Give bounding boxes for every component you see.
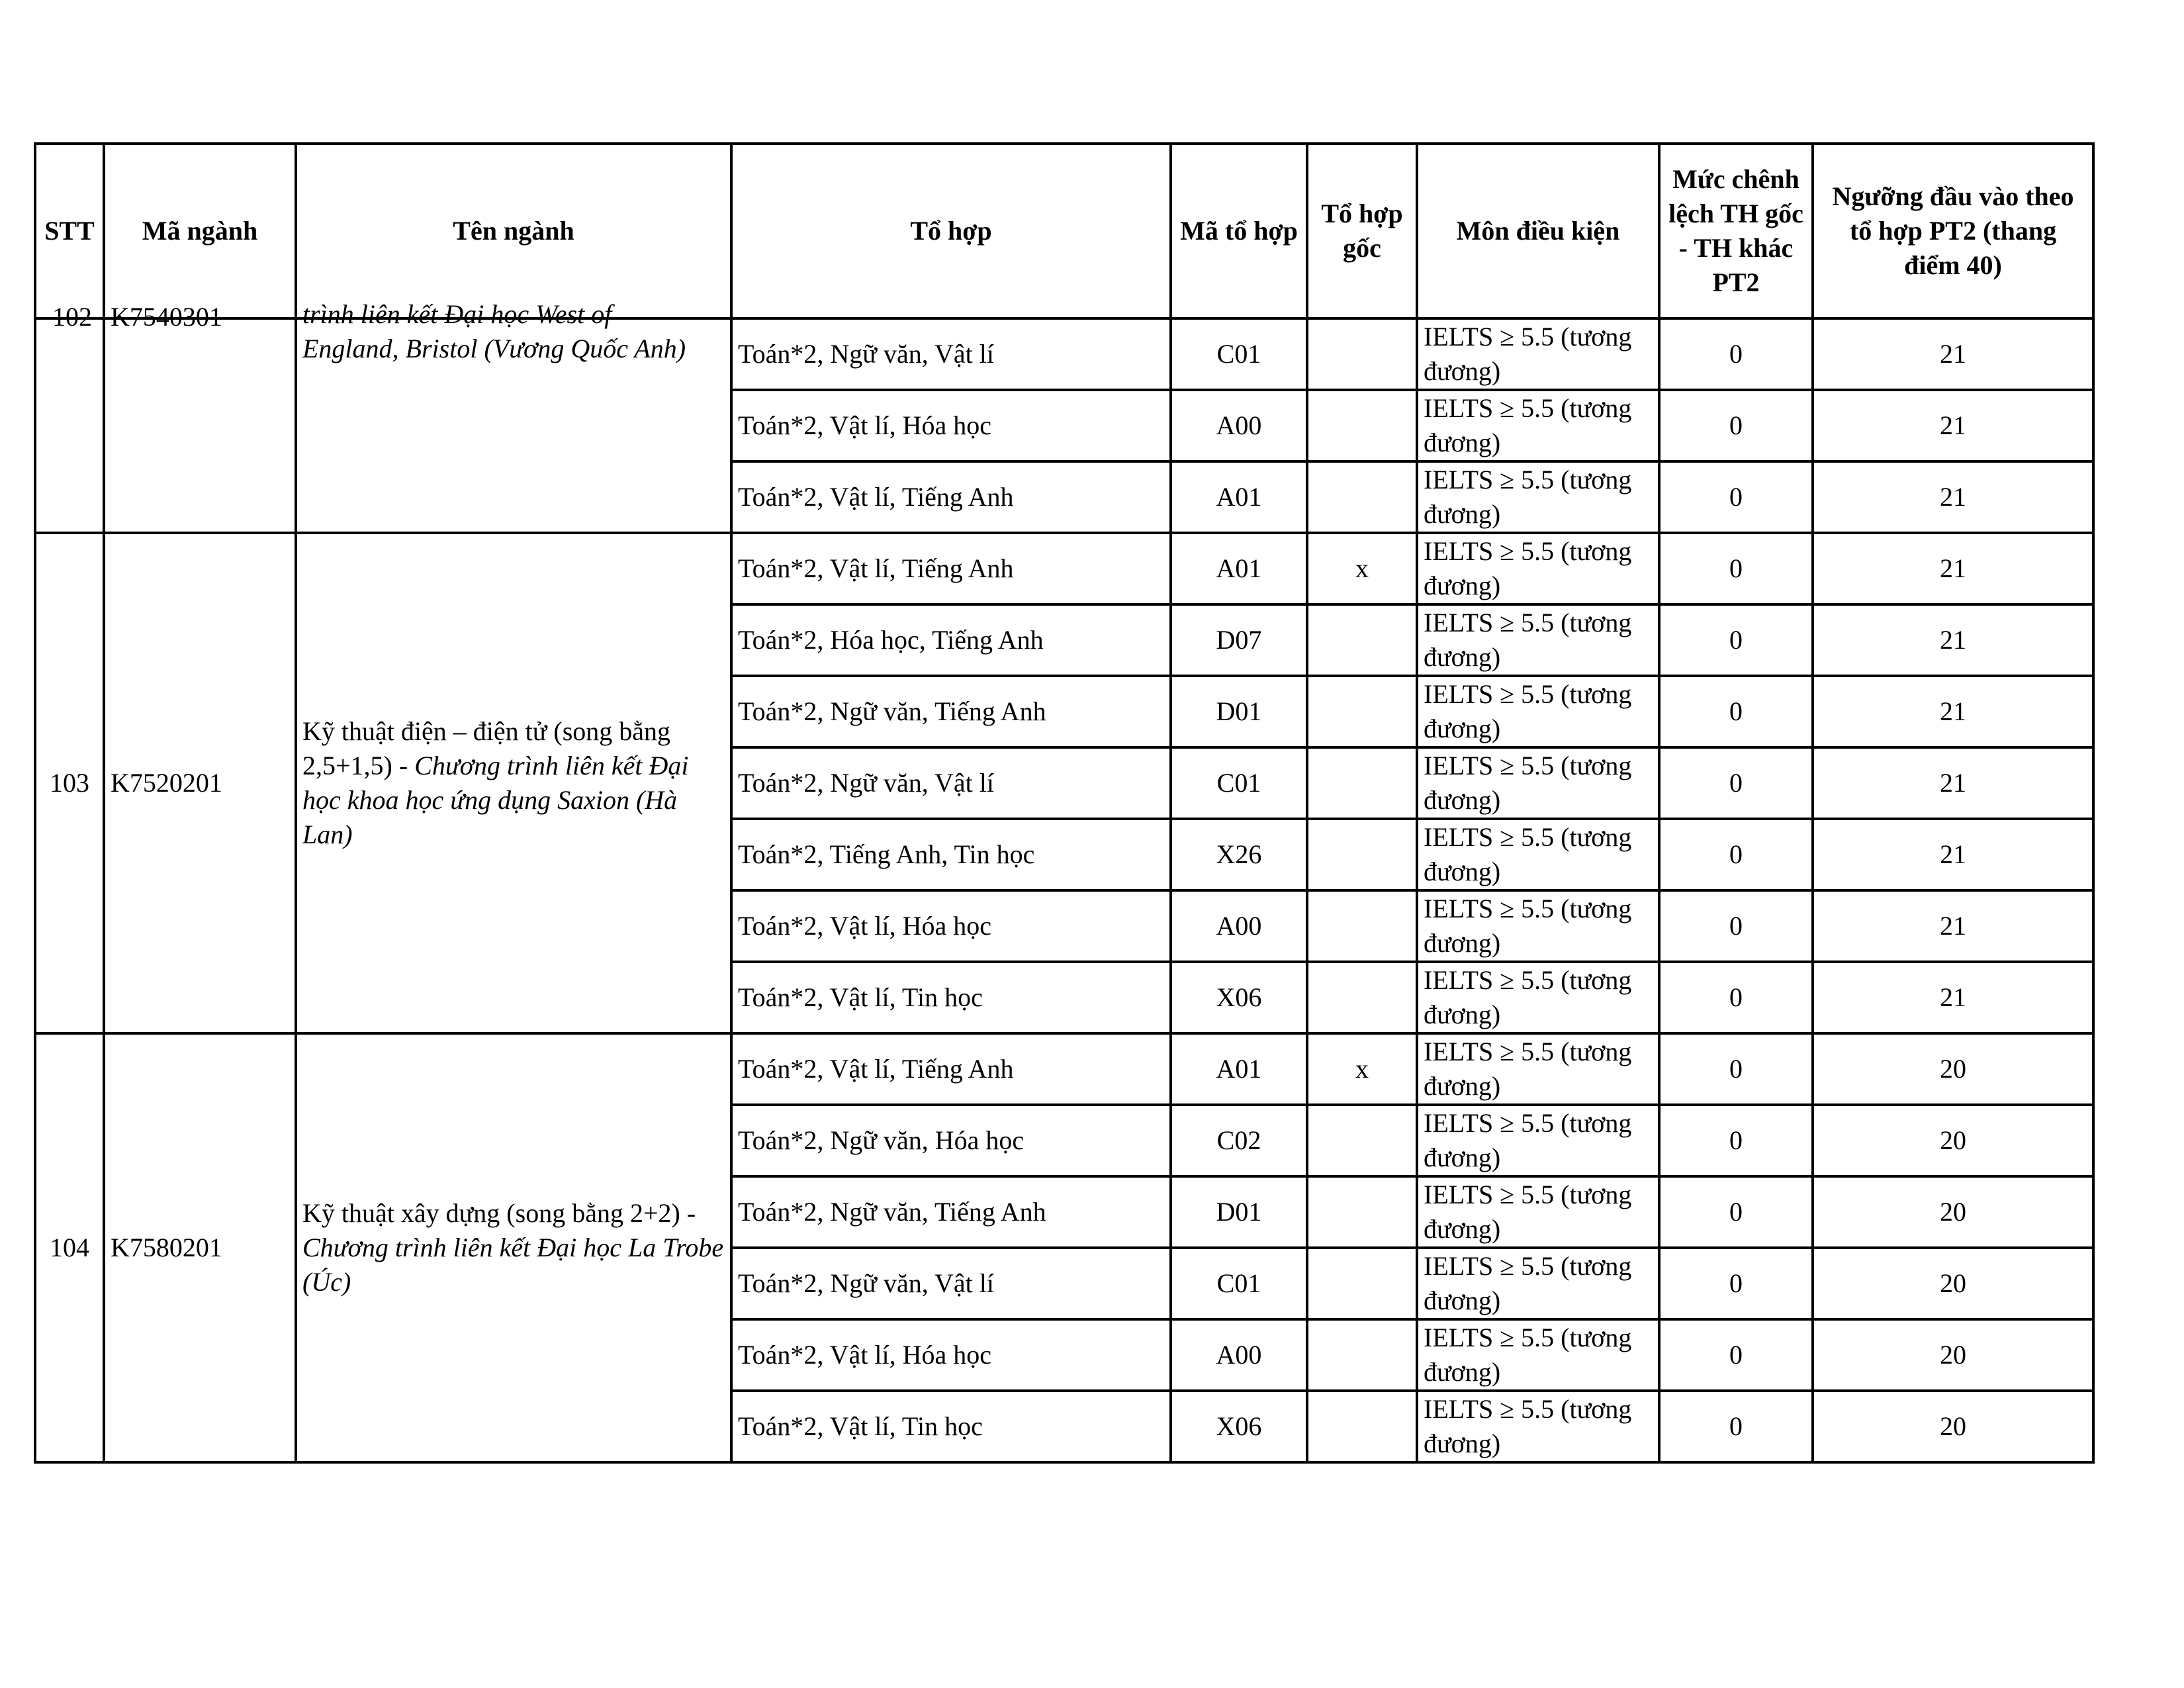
threshold-cell: 21 [1813,890,2093,962]
major-name-program: Chương trình liên kết Đại học La Trobe (Úc) [302,1233,724,1297]
stt-cell: 104 [35,1033,104,1462]
combo-code-cell: C01 [1171,747,1307,819]
difference-cell: 0 [1659,890,1813,962]
difference-cell: 0 [1659,1319,1813,1391]
threshold-cell: 20 [1813,1391,2093,1462]
major-code-cell: K7580201 [104,1033,296,1462]
subject-combo-cell: Toán*2, Vật lí, Tin học [731,962,1171,1033]
admission-table [34,142,2095,1464]
major-name-text: Kỹ thuật xây dựng (song bằng 2+2) - [302,1198,696,1228]
table-body [35,299,2093,1462]
condition-cell: IELTS ≥ 5.5 (tương đương) [1417,890,1659,962]
difference-cell: 0 [1659,318,1813,390]
header-ma-to-hop: Mã tổ hợp [1171,144,1307,318]
table-row [35,318,2093,390]
condition-cell: IELTS ≥ 5.5 (tương đương) [1417,747,1659,819]
combo-code-cell: D01 [1171,1176,1307,1248]
combo-code-cell: A00 [1171,1319,1307,1391]
combo-code-cell: X06 [1171,1391,1307,1462]
header-to-hop: Tổ hợp [731,144,1171,318]
threshold-cell: 21 [1813,819,2093,890]
combo-code-cell: A01 [1171,533,1307,604]
threshold-cell: 21 [1813,962,2093,1033]
difference-cell: 0 [1659,962,1813,1033]
condition-cell: IELTS ≥ 5.5 (tương đương) [1417,461,1659,533]
condition-cell: IELTS ≥ 5.5 (tương đương) [1417,676,1659,747]
combo-code-cell: D01 [1171,676,1307,747]
condition-cell: IELTS ≥ 5.5 (tương đương) [1417,1176,1659,1248]
condition-cell: IELTS ≥ 5.5 (tương đương) [1417,390,1659,461]
condition-cell: IELTS ≥ 5.5 (tương đương) [1417,533,1659,604]
header-ma-nganh: Mã ngành [104,144,296,318]
threshold-cell: 20 [1813,1176,2093,1248]
original-combo-cell [1307,819,1417,890]
threshold-cell: 20 [1813,1248,2093,1319]
subject-combo-cell: Toán*2, Ngữ văn, Vật lí [731,1248,1171,1319]
subject-combo-cell: Toán*2, Ngữ văn, Vật lí [731,318,1171,390]
subject-combo-cell: Toán*2, Ngữ văn, Tiếng Anh [731,1176,1171,1248]
difference-cell: 0 [1659,1105,1813,1176]
header-ten-nganh: Tên ngành [296,144,731,318]
major-name-cell [296,533,731,1033]
threshold-cell: 20 [1813,1105,2093,1176]
stt-cell: 103 [35,533,104,1033]
original-combo-cell: x [1307,1033,1417,1105]
combo-code-cell: A00 [1171,890,1307,962]
original-combo-cell: x [1307,533,1417,604]
original-combo-cell [1307,747,1417,819]
major-name-program: Chương trình liên kết Đại học khoa học ứng dụng Saxion (Hà Lan) [302,751,689,849]
subject-combo-cell: Toán*2, Ngữ văn, Hóa học [731,1105,1171,1176]
difference-cell: 0 [1659,1176,1813,1248]
condition-cell: IELTS ≥ 5.5 (tương đương) [1417,962,1659,1033]
difference-cell: 0 [1659,604,1813,676]
major-name-clipped: trình liên kết Đại học West of [302,299,612,329]
threshold-cell: 21 [1813,533,2093,604]
difference-cell: 0 [1659,747,1813,819]
major-code-cell: K7520201 [104,533,296,1033]
combo-code-cell: A00 [1171,390,1307,461]
original-combo-cell [1307,461,1417,533]
major-name-text: Kỹ thuật điện – điện tử (song bằng 2,5+1,5) - [302,716,671,780]
original-combo-cell [1307,604,1417,676]
major-name-cell [296,1033,731,1462]
threshold-cell: 21 [1813,747,2093,819]
condition-cell: IELTS ≥ 5.5 (tương đương) [1417,604,1659,676]
original-combo-cell [1307,1391,1417,1462]
subject-combo-cell: Toán*2, Ngữ văn, Tiếng Anh [731,676,1171,747]
difference-cell: 0 [1659,390,1813,461]
condition-cell: IELTS ≥ 5.5 (tương đương) [1417,819,1659,890]
subject-combo-cell: Toán*2, Vật lí, Tiếng Anh [731,1033,1171,1105]
major-name-program: England, Bristol (Vương Quốc Anh) [302,334,686,363]
header-to-hop-goc: Tổ hợp gốc [1307,144,1417,318]
original-combo-cell [1307,890,1417,962]
original-combo-cell [1307,1105,1417,1176]
original-combo-cell [1307,962,1417,1033]
original-combo-cell [1307,1248,1417,1319]
combo-code-cell: A01 [1171,1033,1307,1105]
stt-cell [35,302,104,533]
header-nguong: Ngưỡng đầu vào theo tổ hợp PT2 (thang điểm 40) [1813,144,2093,318]
difference-cell: 0 [1659,1391,1813,1462]
condition-cell: IELTS ≥ 5.5 (tương đương) [1417,1391,1659,1462]
threshold-cell: 20 [1813,1319,2093,1391]
original-combo-cell [1307,1176,1417,1248]
major-code-cell [104,302,296,533]
subject-combo-cell: Toán*2, Ngữ văn, Vật lí [731,747,1171,819]
condition-cell: IELTS ≥ 5.5 (tương đương) [1417,1033,1659,1105]
table-row [35,1033,2093,1105]
subject-combo-cell: Toán*2, Vật lí, Hóa học [731,890,1171,962]
threshold-cell: 20 [1813,1033,2093,1105]
subject-combo-cell: Toán*2, Vật lí, Tiếng Anh [731,461,1171,533]
header-muc-chenh-lech: Mức chênh lệch TH gốc - TH khác PT2 [1659,144,1813,318]
threshold-cell: 21 [1813,604,2093,676]
subject-combo-cell: Toán*2, Vật lí, Hóa học [731,1319,1171,1391]
difference-cell: 0 [1659,533,1813,604]
combo-code-cell: A01 [1171,461,1307,533]
table-row [35,533,2093,604]
header-mon-dieu-kien: Môn điều kiện [1417,144,1659,318]
major-name-cell [296,299,731,533]
threshold-cell: 21 [1813,390,2093,461]
original-combo-cell [1307,318,1417,390]
condition-cell: IELTS ≥ 5.5 (tương đương) [1417,1319,1659,1391]
header-stt: STT [35,144,104,318]
subject-combo-cell: Toán*2, Vật lí, Tin học [731,1391,1171,1462]
combo-code-cell: C02 [1171,1105,1307,1176]
combo-code-cell: C01 [1171,1248,1307,1319]
subject-combo-cell: Toán*2, Hóa học, Tiếng Anh [731,604,1171,676]
threshold-cell: 21 [1813,461,2093,533]
original-combo-cell [1307,1319,1417,1391]
original-combo-cell [1307,390,1417,461]
subject-combo-cell: Toán*2, Tiếng Anh, Tin học [731,819,1171,890]
difference-cell: 0 [1659,819,1813,890]
condition-cell: IELTS ≥ 5.5 (tương đương) [1417,1105,1659,1176]
major-code-value: K7540301 [111,302,222,332]
threshold-cell: 21 [1813,676,2093,747]
difference-cell: 0 [1659,461,1813,533]
original-combo-cell [1307,676,1417,747]
condition-cell: IELTS ≥ 5.5 (tương đương) [1417,1248,1659,1319]
threshold-cell: 21 [1813,318,2093,390]
header-row [35,144,2093,318]
difference-cell: 0 [1659,1248,1813,1319]
combo-code-cell: X06 [1171,962,1307,1033]
combo-code-cell: X26 [1171,819,1307,890]
combo-code-cell: C01 [1171,318,1307,390]
difference-cell: 0 [1659,676,1813,747]
subject-combo-cell: Toán*2, Vật lí, Hóa học [731,390,1171,461]
combo-code-cell: D07 [1171,604,1307,676]
stt-value: 102 [52,302,92,332]
condition-cell: IELTS ≥ 5.5 (tương đương) [1417,318,1659,390]
subject-combo-cell: Toán*2, Vật lí, Tiếng Anh [731,533,1171,604]
difference-cell: 0 [1659,1033,1813,1105]
